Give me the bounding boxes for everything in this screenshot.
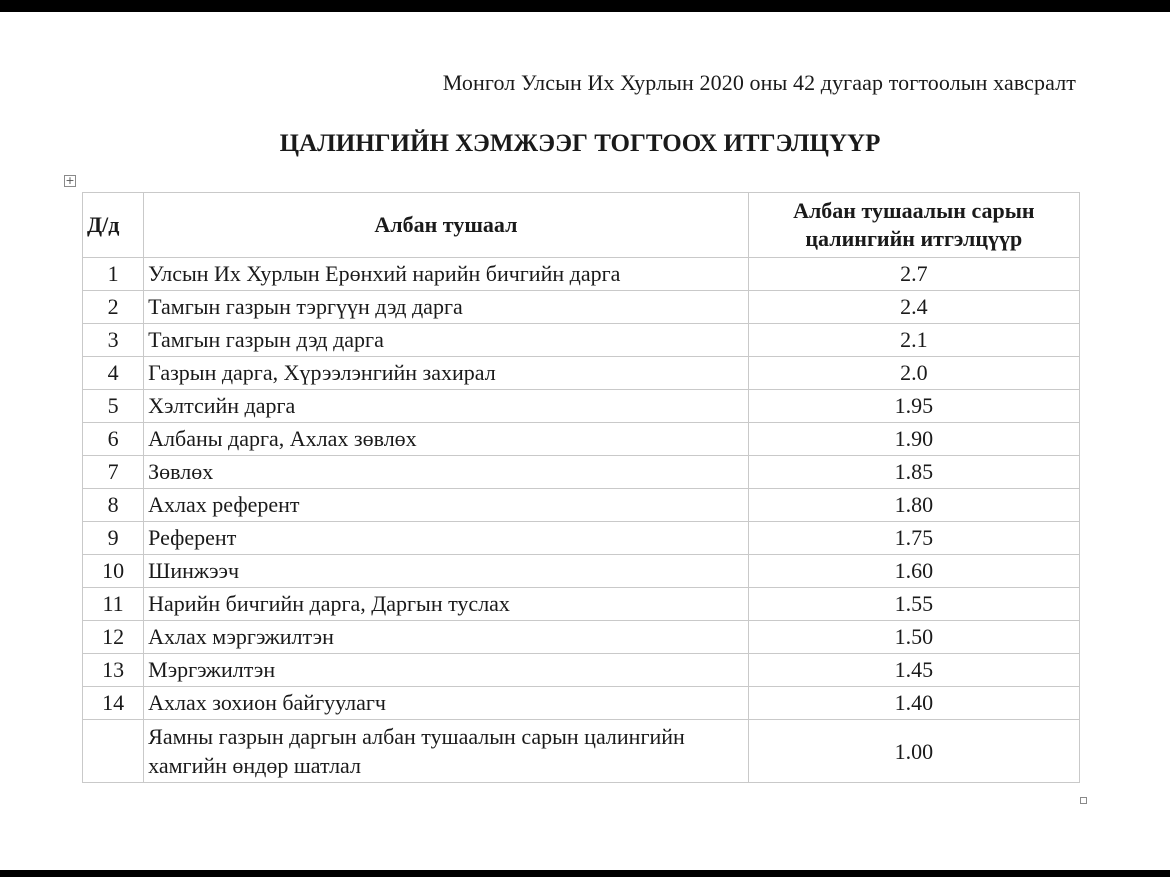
header-coefficient: Албан тушаалын сарын цалингийн итгэлцүүр <box>748 193 1079 258</box>
row-coefficient: 1.90 <box>748 423 1079 456</box>
row-number: 1 <box>83 258 144 291</box>
table-row <box>83 588 1080 621</box>
table-row <box>83 390 1080 423</box>
row-coefficient: 1.55 <box>748 588 1079 621</box>
row-coefficient: 1.85 <box>748 456 1079 489</box>
row-position: Албаны дарга, Ахлах зөвлөх <box>144 423 749 456</box>
table-row <box>83 621 1080 654</box>
row-coefficient: 1.50 <box>748 621 1079 654</box>
row-position: Ахлах мэргэжилтэн <box>144 621 749 654</box>
row-position: Шинжээч <box>144 555 749 588</box>
row-number: 7 <box>83 456 144 489</box>
row-coefficient: 2.1 <box>748 324 1079 357</box>
header-number: Д/д <box>83 193 144 258</box>
row-coefficient: 1.75 <box>748 522 1079 555</box>
row-number <box>83 720 144 783</box>
table-row <box>83 522 1080 555</box>
row-number: 14 <box>83 687 144 720</box>
row-position: Улсын Их Хурлын Ерөнхий нарийн бичгийн дарга <box>144 258 749 291</box>
row-number: 5 <box>83 390 144 423</box>
row-position: Зөвлөх <box>144 456 749 489</box>
row-number: 8 <box>83 489 144 522</box>
row-number: 3 <box>83 324 144 357</box>
row-coefficient: 1.80 <box>748 489 1079 522</box>
table-header-row <box>83 193 1080 258</box>
table-row <box>83 291 1080 324</box>
row-number: 6 <box>83 423 144 456</box>
row-coefficient: 2.4 <box>748 291 1079 324</box>
table-resize-handle-icon[interactable] <box>1080 797 1087 804</box>
table-row <box>83 258 1080 291</box>
page-title: ЦАЛИНГИЙН ХЭМЖЭЭГ ТОГТООХ ИТГЭЛЦҮҮР <box>279 130 881 157</box>
table-row <box>83 687 1080 720</box>
table-row <box>83 324 1080 357</box>
row-coefficient: 1.60 <box>748 555 1079 588</box>
row-coefficient: 1.40 <box>748 687 1079 720</box>
row-position: Яамны газрын даргын албан тушаалын сарын цалингийн хамгийн өндөр шатлал <box>144 720 749 783</box>
row-number: 13 <box>83 654 144 687</box>
row-position: Газрын дарга, Хүрээлэнгийн захирал <box>144 357 749 390</box>
table-row <box>83 489 1080 522</box>
table-row <box>83 456 1080 489</box>
table-row <box>83 423 1080 456</box>
header-position: Албан тушаал <box>144 193 749 258</box>
row-number: 9 <box>83 522 144 555</box>
row-coefficient: 1.00 <box>748 720 1079 783</box>
row-coefficient: 2.7 <box>748 258 1079 291</box>
table-row <box>83 720 1080 783</box>
row-number: 10 <box>83 555 144 588</box>
row-position: Ахлах зохион байгуулагч <box>144 687 749 720</box>
table-row <box>83 555 1080 588</box>
bottom-frame-bar <box>0 870 1170 877</box>
top-frame-bar <box>0 0 1170 12</box>
row-position: Референт <box>144 522 749 555</box>
row-coefficient: 2.0 <box>748 357 1079 390</box>
row-number: 4 <box>83 357 144 390</box>
row-position: Хэлтсийн дарга <box>144 390 749 423</box>
row-position: Мэргэжилтэн <box>144 654 749 687</box>
table-row <box>83 654 1080 687</box>
coefficient-table <box>82 192 1080 783</box>
row-position: Нарийн бичгийн дарга, Даргын туслах <box>144 588 749 621</box>
table-row <box>83 357 1080 390</box>
row-number: 11 <box>83 588 144 621</box>
table-move-handle-icon[interactable]: + <box>65 174 75 187</box>
row-position: Тамгын газрын дэд дарга <box>144 324 749 357</box>
row-position: Тамгын газрын тэргүүн дэд дарга <box>144 291 749 324</box>
row-position: Ахлах референт <box>144 489 749 522</box>
row-number: 2 <box>83 291 144 324</box>
attachment-line: Монгол Улсын Их Хурлын 2020 оны 42 дугаар тогтоолын хавсралт <box>442 70 1076 95</box>
row-coefficient: 1.95 <box>748 390 1079 423</box>
row-number: 12 <box>83 621 144 654</box>
row-coefficient: 1.45 <box>748 654 1079 687</box>
